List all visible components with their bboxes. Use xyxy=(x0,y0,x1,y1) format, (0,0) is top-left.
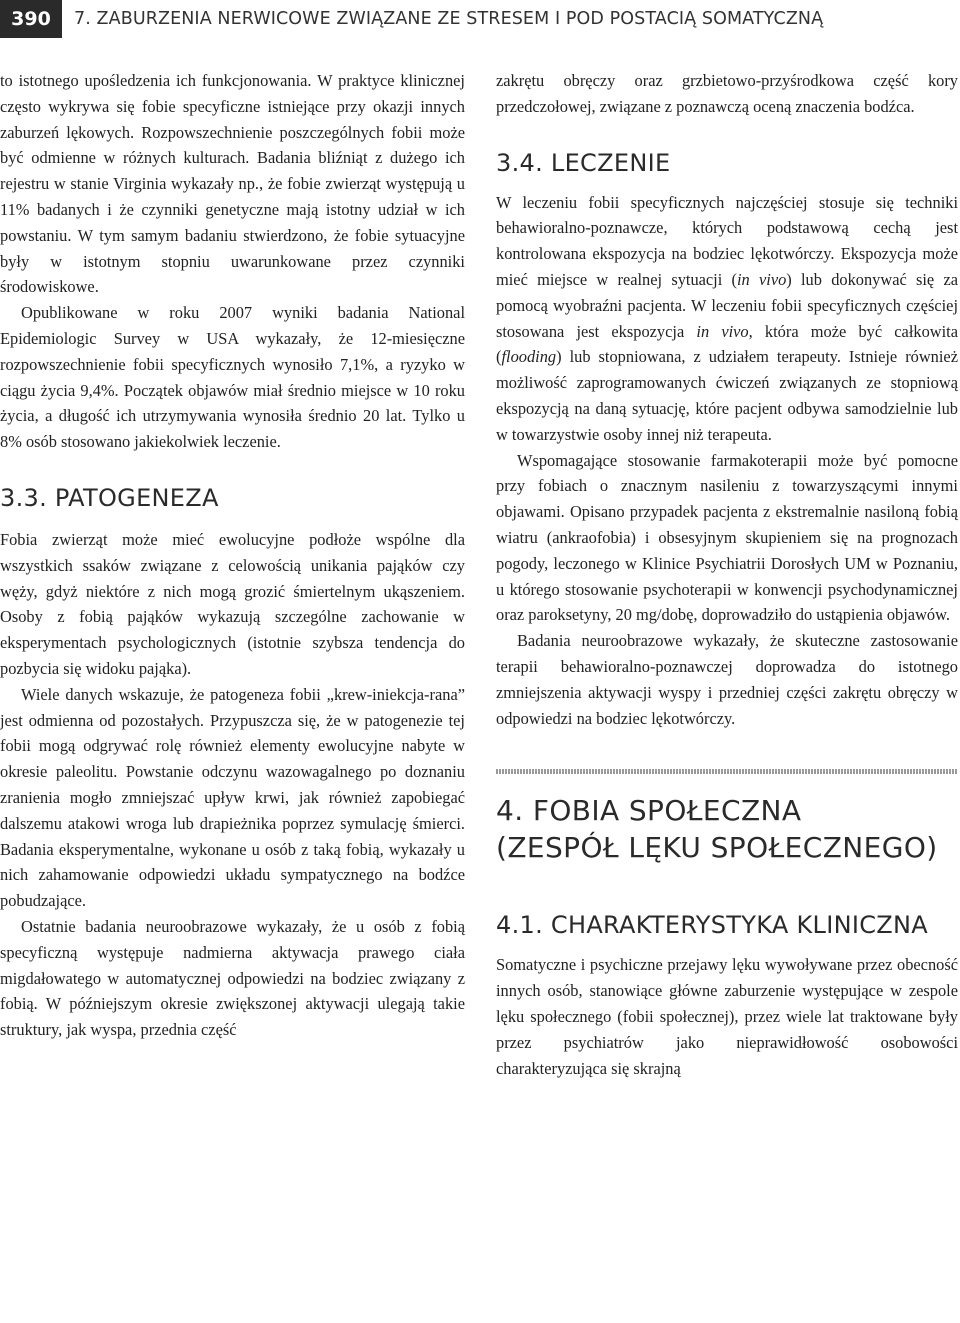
section-heading-charakterystyka: 4.1. CHARAKTERYSTYKA KLINICZNA xyxy=(496,911,928,940)
italic-term: flooding xyxy=(501,347,557,367)
paragraph xyxy=(496,190,958,448)
paragraph: Fobia zwierząt może mieć ewolucyjne podłoże wspólne dla wszystkich ssaków związane z celowością unikania pająków czy węży, gdyż niektóre z nich mogą grozić śmiertelnym ukąszeniem. Osoby z fobią pająków wykazują szczególne zachowanie w eksperymentach psychologicznych (istotnie szybsza tendencja do pozbycia się widoku pająka). xyxy=(0,529,465,678)
text-run: ) lub dokonywać się za pomocą wyobraźni pacjenta. W leczeniu fobii specyficznych częściej stosowana jest ekspozycja xyxy=(496,269,958,341)
page-number: 390 xyxy=(0,0,62,38)
italic-term: in vivo xyxy=(696,321,749,341)
paragraph: Wspomagające stosowanie farmakoterapii może być pomocne przy fobiach o znacznym nasileniu z towarzyszącymi innymi objawami. Opisano przypadek pacjenta z ekstremalnie nasiloną fobią wiatru (ankraofobia) i obsesyjnym skupieniem się na prognozach pogody, leczonego w Klinice Psychiatrii Dorosłych UM w Poznaniu, u którego stosowanie psychoterapii w konwencji psychodynamicznej oraz paroksetyny, 20 mg/dobę, doprowadziło do ustąpienia objawów. xyxy=(496,450,958,625)
text-run: , która może być całkowita ( xyxy=(496,321,959,367)
right-column xyxy=(496,68,958,1081)
text-run: ) lub stopniowana, z udziałem terapeuty. Istnieje również możliwość zaprogramowanych ćwiczeń związanych ze stopniową ekspozycją na daną sytuację, które pacjent odbywa samodzielnie lub w towarzystwie osoby innej niż terapeuta. xyxy=(496,347,958,444)
paragraph: zakrętu obręczy oraz grzbietowo-przyśrodkowa część kory przedczołowej, związane z poznawczą oceną znaczenia bodźca. xyxy=(496,71,958,116)
section-heading-leczenie: 3.4. LECZENIE xyxy=(496,148,671,177)
paragraph: Wiele danych wskazuje, że patogeneza fobii „krew-iniekcja-rana” jest odmienna od pozostałych. Przypuszcza się, że w patogenezie tej fobii mogą odgrywać rolę również elementy ewolucyjne nabyte w okresie paleolitu. Powstanie odczynu wazowagalnego po doznaniu zranienia mogło zmniejszać upływ krwi, jak również zapobiegać dalszemu atakowi wroga lub drapieżnika poprzez symulację śmierci. Badania eksperymentalne, wykonane u osób z taką fobią, wykazały u nich zahamowanie odpowiedzi układu sympatycznego na bodźce pobudzające. xyxy=(0,684,465,911)
chapter-heading-fobia-spoleczna: 4. FOBIA SPOŁECZNA xyxy=(496,794,802,828)
chapter-heading-zespol-leku: (ZESPÓŁ LĘKU SPOŁECZNEGO) xyxy=(496,831,938,865)
italic-term: in vivo xyxy=(737,269,787,289)
paragraph: Badania neuroobrazowe wykazały, że skuteczne zastosowanie terapii behawioralno-poznawczej doprowadza do istotnego zmniejszenia aktywacji wyspy i przedniej części zakrętu obręczy w odpowiedzi na bodziec lękotwórczy. xyxy=(496,631,958,728)
text-run: W leczeniu fobii specyficznych najczęściej stosuje się techniki behawioralno-poznawcze, których podstawową cechą jest kontrolowana ekspozycja na bodziec lękotwórczy. Ekspozycja może mieć miejsce w realnej sytuacji ( xyxy=(496,192,958,289)
section-divider xyxy=(496,769,958,774)
paragraph: to istotnego upośledzenia ich funkcjonowania. W praktyce klinicznej często wykrywa się fobie specyficzne istniejące przy okazji innych zaburzeń lękowych. Rozpowszechnienie poszczególnych fobii może być odmienne w różnych kulturach. Badania bliźniąt z dużego ich rejestru w stanie Virginia wykazały np., że fobie zwierząt występują u 11% badanych i że czynniki genetyczne mają istotny udział w ich powstaniu. W tym samym badaniu stwierdzono, że fobie sytuacyjne były w istotnym stopniu uwarunkowane przez czynniki środowiskowe. xyxy=(0,71,465,297)
paragraph: Somatyczne i psychiczne przejawy lęku wywoływane przez obecność innych osób, stanowiące główne zaburzenie występujące w zespole lęku społecznego (fobii społecznej), przez wiele lat traktowane były przez psychiatrów jako nieprawidłowość osobowości charakteryzująca się skrajną xyxy=(496,955,958,1078)
left-column xyxy=(0,68,465,1043)
running-chapter-title: 7. ZABURZENIA NERWICOWE ZWIĄZANE ZE STRESEM I POD POSTACIĄ SOMATYCZNĄ xyxy=(74,9,824,29)
paragraph: Opublikowane w roku 2007 wyniki badania National Epidemiologic Survey w USA wykazały, że 12-miesięczne rozpowszechnienie fobii specyficznych wynosiło 7,1%, a ryzyko w ciągu życia 9,4%. Początek objawów miał średnio miejsce w 10 roku życia, a długość ich utrzymywania wynosiła średnio 20 lat. Tylko u 8% osób stosowano jakiekolwiek leczenie. xyxy=(0,303,465,452)
page-header xyxy=(0,0,960,38)
paragraph: Ostatnie badania neuroobrazowe wykazały, że u osób z fobią specyficzną występuje nadmierna aktywacja prawego ciała migdałowatego w automatycznej odpowiedzi na bodziec związany z fobią. W późniejszym okresie zwiększonej aktywacji ulegają takie struktury, jak wyspa, przednia część xyxy=(0,916,465,1040)
section-heading-patogeneza: 3.3. PATOGENEZA xyxy=(0,483,219,512)
